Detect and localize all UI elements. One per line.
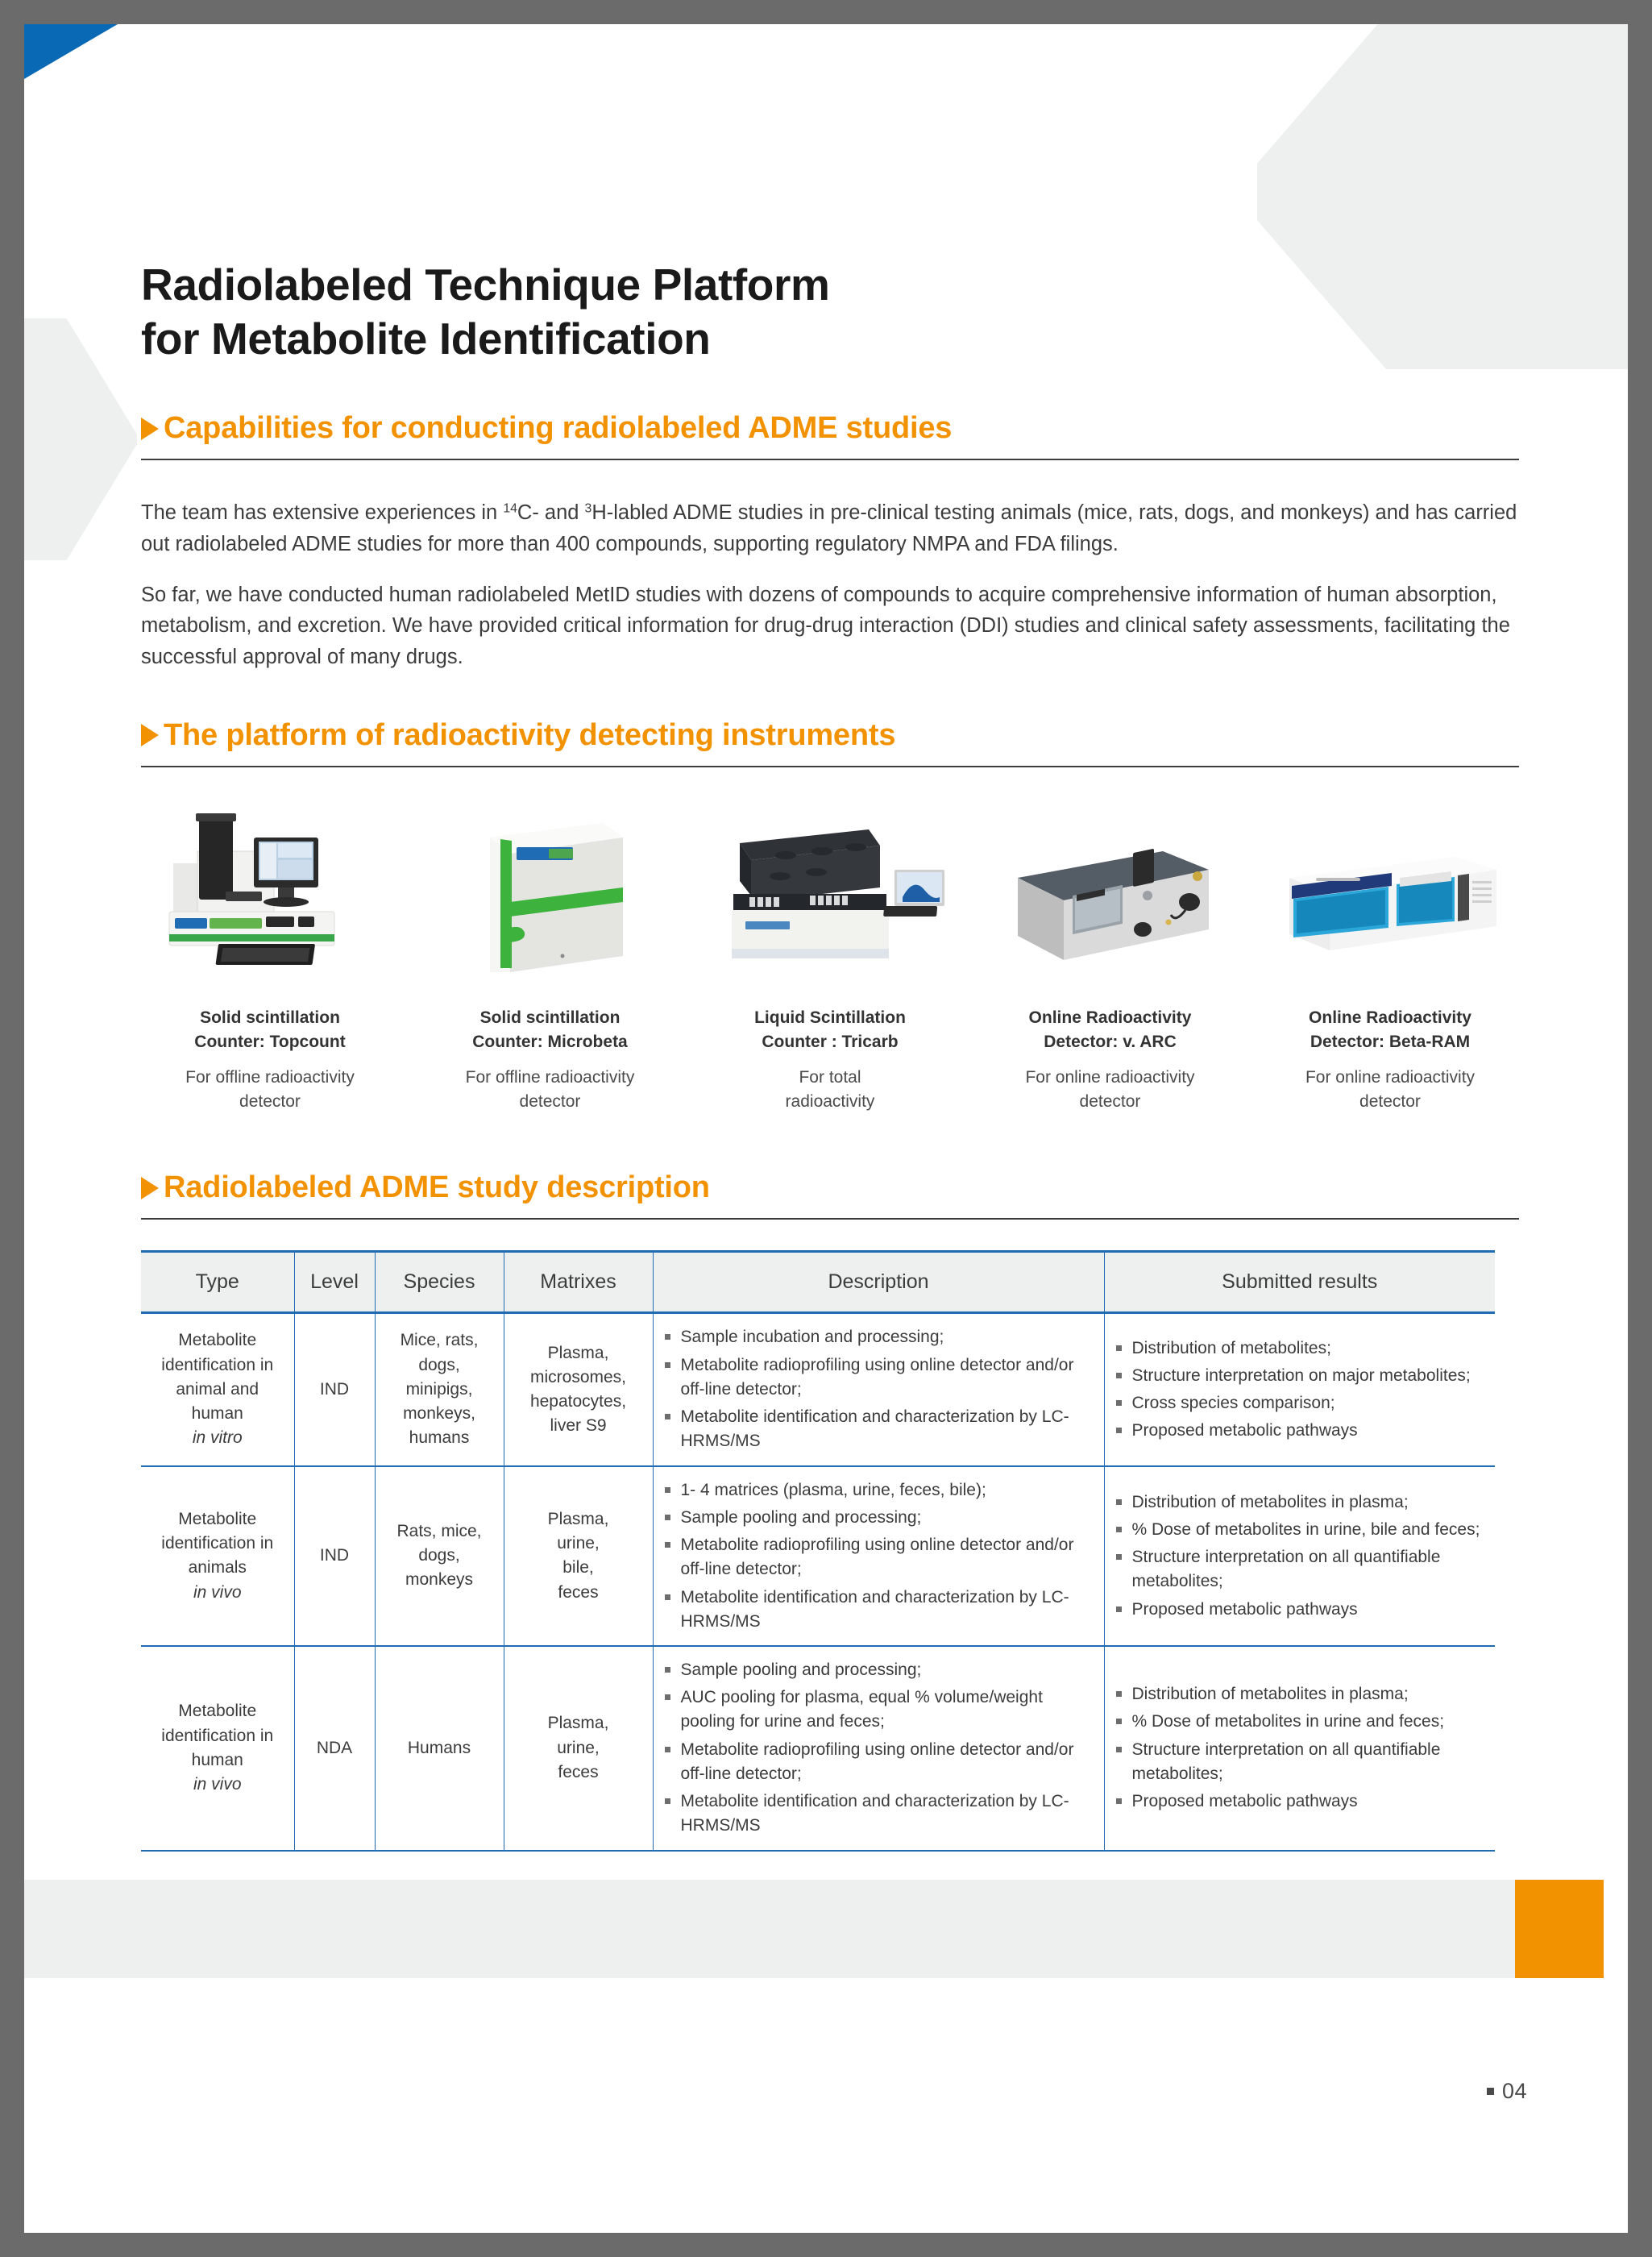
beta-ram-online-radioactivity-detector-image	[1261, 803, 1519, 988]
instrument-use-topcount	[141, 1066, 399, 1115]
para1-mid: C- and	[517, 501, 585, 525]
instrument-use-line-1: For offline radioactivity	[185, 1067, 355, 1087]
cell-type	[141, 1466, 294, 1646]
instrument-name-line-1: Solid scintillation	[200, 1008, 340, 1027]
cell-species	[375, 1646, 504, 1851]
instrument-use-line-2: detector	[239, 1092, 301, 1111]
table-header-submitted-results: Submitted results	[1104, 1252, 1495, 1313]
capabilities-paragraph-2: So far, we have conducted human radiolabeled MetID studies with dozens of compounds to acquire comprehensive information of human absorption, metabolism, and excretion. We have provided critical information for drug-drug interaction (DDI) studies and clinical safety assessments, facilitating the successful approval of many drugs.	[141, 583, 1510, 669]
instrument-card-topcount	[141, 803, 399, 1115]
section-heading-capabilities	[141, 411, 1519, 446]
instrument-use-line-2: radioactivity	[785, 1092, 875, 1111]
instrument-name-line-2: Detector: Beta-RAM	[1310, 1032, 1471, 1051]
instrument-use-microbeta	[421, 1066, 679, 1115]
type-line: Metabolite	[178, 1509, 257, 1528]
cell-description	[653, 1646, 1104, 1851]
cell-description	[653, 1466, 1104, 1646]
instrument-card-tricarb	[701, 803, 959, 1115]
tricarb-liquid-scintillation-counter-image	[701, 803, 959, 988]
instrument-name-line-1: Liquid Scintillation	[754, 1008, 906, 1027]
para1-superscript-14: 14	[503, 501, 517, 516]
table-header-level: Level	[294, 1252, 375, 1313]
instrument-name-line-1: Online Radioactivity	[1028, 1008, 1192, 1027]
species-line: monkeys	[405, 1570, 474, 1590]
adme-study-table-wrapper	[141, 1250, 1495, 1851]
topcount-scintillation-counter-image	[141, 803, 399, 988]
triangle-marker-icon	[141, 724, 159, 746]
list-item: Sample pooling and processing;	[663, 1658, 1094, 1682]
list-item: Sample incubation and processing;	[663, 1325, 1094, 1349]
cell-level: NDA	[294, 1646, 375, 1851]
list-item: Distribution of metabolites;	[1114, 1336, 1486, 1361]
results-bullet-list	[1114, 1336, 1486, 1444]
list-item: Metabolite identification and characterization by LC-HRMS/MS	[663, 1789, 1094, 1838]
matrix-line: Plasma,	[547, 1343, 609, 1362]
page-title-line-2: for Metabolite Identification	[141, 314, 711, 364]
species-line: Humans	[407, 1738, 471, 1757]
section-rule-capabilities	[141, 459, 1519, 460]
instrument-card-betaram	[1261, 803, 1519, 1115]
list-item: Metabolite radioprofiling using online detector and/or off-line detector;	[663, 1738, 1094, 1786]
list-item: Metabolite identification and characterization by LC-HRMS/MS	[663, 1586, 1094, 1634]
cell-level: IND	[294, 1466, 375, 1646]
varc-online-radioactivity-detector-image	[982, 803, 1239, 988]
instrument-name-line-2: Counter: Microbeta	[472, 1032, 628, 1051]
type-italic: in vitro	[192, 1428, 243, 1448]
table-row	[141, 1466, 1495, 1646]
footer-orange-block	[1515, 1880, 1604, 1978]
instrument-name-varc	[982, 1006, 1239, 1054]
results-bullet-list	[1114, 1682, 1486, 1814]
instrument-card-varc	[982, 803, 1239, 1115]
section-heading-study	[141, 1170, 1519, 1205]
matrix-line: microsomes,	[529, 1367, 627, 1386]
page-content	[141, 24, 1519, 1852]
list-item: % Dose of metabolites in urine, bile and feces;	[1114, 1518, 1486, 1542]
description-bullet-list	[663, 1658, 1094, 1839]
species-line: humans	[409, 1428, 470, 1448]
instrument-use-line-2: detector	[1359, 1092, 1421, 1111]
instrument-use-line-1: For online radioactivity	[1305, 1067, 1476, 1087]
cell-matrixes	[504, 1313, 653, 1466]
list-item: Proposed metabolic pathways	[1114, 1419, 1486, 1443]
table-header-species: Species	[375, 1252, 504, 1313]
instrument-use-line-1: For offline radioactivity	[465, 1067, 635, 1087]
matrix-line: Plasma,	[547, 1509, 609, 1528]
type-line: animals	[188, 1558, 247, 1577]
page-number-value: 04	[1501, 2079, 1527, 2103]
cell-submitted-results	[1104, 1313, 1495, 1466]
instrument-name-tricarb	[701, 1006, 959, 1054]
capabilities-body	[141, 497, 1519, 673]
instrument-name-line-1: Solid scintillation	[479, 1008, 621, 1027]
type-line: Metabolite	[178, 1702, 257, 1721]
blue-corner-triangle-decoration	[24, 24, 118, 79]
species-line: Mice, rats,	[400, 1331, 479, 1350]
matrix-line: Plasma,	[547, 1714, 609, 1733]
species-line: monkeys,	[403, 1404, 475, 1424]
table-row	[141, 1646, 1495, 1851]
table-header-row	[141, 1252, 1495, 1313]
section-rule-platform	[141, 766, 1519, 767]
instrument-use-varc	[982, 1066, 1239, 1115]
cell-level: IND	[294, 1313, 375, 1466]
table-header-description: Description	[653, 1252, 1104, 1313]
instrument-name-line-2: Counter : Tricarb	[762, 1032, 899, 1051]
species-line: dogs,	[418, 1546, 460, 1565]
matrix-line: hepatocytes,	[529, 1392, 627, 1411]
matrix-line: liver S9	[550, 1416, 607, 1436]
type-line: identification in	[161, 1534, 274, 1553]
list-item: 1- 4 matrices (plasma, urine, feces, bile);	[663, 1478, 1094, 1503]
page-title	[141, 258, 1519, 366]
page-title-line-1: Radiolabeled Technique Platform	[141, 260, 830, 310]
section-heading-study-label: Radiolabeled ADME study description	[164, 1170, 710, 1205]
page-number-bullet-icon	[1487, 2088, 1494, 2095]
list-item: Proposed metabolic pathways	[1114, 1598, 1486, 1622]
list-item: Structure interpretation on all quantifiable metabolites;	[1114, 1545, 1486, 1594]
matrix-line: feces	[558, 1582, 599, 1602]
type-line: identification in	[161, 1726, 274, 1745]
species-line: dogs,	[418, 1355, 460, 1374]
instrument-use-line-2: detector	[1079, 1092, 1141, 1111]
cell-matrixes	[504, 1466, 653, 1646]
capabilities-paragraph-1	[141, 497, 1519, 560]
section-heading-capabilities-label: Capabilities for conducting radiolabeled ADME studies	[164, 411, 953, 446]
instrument-use-line-2: detector	[519, 1092, 581, 1111]
instrument-name-betaram	[1261, 1006, 1519, 1054]
section-heading-platform	[141, 718, 1519, 753]
type-italic: in vivo	[193, 1582, 242, 1602]
list-item: % Dose of metabolites in urine and feces;	[1114, 1710, 1486, 1734]
description-bullet-list	[663, 1325, 1094, 1453]
list-item: Metabolite identification and characterization by LC-HRMS/MS	[663, 1405, 1094, 1453]
instrument-name-line-2: Detector: v. ARC	[1044, 1032, 1177, 1051]
list-item: Structure interpretation on all quantifiable metabolites;	[1114, 1738, 1486, 1786]
para1-superscript-3: 3	[584, 501, 592, 516]
para1-pre: The team has extensive experiences in	[141, 501, 504, 525]
cell-type	[141, 1646, 294, 1851]
table-header-type: Type	[141, 1252, 294, 1313]
triangle-marker-icon	[141, 418, 159, 440]
type-line: Metabolite	[178, 1331, 257, 1350]
instrument-name-microbeta	[421, 1006, 679, 1054]
type-line: identification in	[161, 1355, 274, 1374]
microbeta-illustration-icon	[430, 807, 671, 988]
section-heading-platform-label: The platform of radioactivity detecting instruments	[164, 717, 896, 752]
list-item: Distribution of metabolites in plasma;	[1114, 1682, 1486, 1706]
list-item: Metabolite radioprofiling using online detector and/or off-line detector;	[663, 1533, 1094, 1582]
species-line: minipigs,	[405, 1379, 473, 1399]
adme-study-table	[141, 1250, 1495, 1851]
tricarb-illustration-icon	[709, 807, 951, 988]
instrument-name-line-2: Counter: Topcount	[194, 1032, 346, 1051]
cell-submitted-results	[1104, 1466, 1495, 1646]
matrix-line: urine,	[557, 1738, 600, 1757]
cell-species	[375, 1313, 504, 1466]
para1-post: H-labled ADME studies in pre-clinical testing animals (mice, rats, dogs, and monkeys) and has carried out radiolabeled ADME studies for more than 400 compounds, supporting regulatory NMPA and FDA filings.	[141, 501, 1517, 555]
type-line: human	[191, 1404, 243, 1424]
cell-matrixes	[504, 1646, 653, 1851]
instrument-card-microbeta	[421, 803, 679, 1115]
instrument-use-tricarb	[701, 1066, 959, 1115]
document-page	[24, 24, 1628, 2233]
table-row	[141, 1313, 1495, 1466]
list-item: Metabolite radioprofiling using online detector and/or off-line detector;	[663, 1353, 1094, 1402]
varc-illustration-icon	[990, 807, 1231, 988]
cell-submitted-results	[1104, 1646, 1495, 1851]
table-header-matrixes: Matrixes	[504, 1252, 653, 1313]
topcount-illustration-icon	[149, 807, 391, 988]
matrix-line: urine,	[557, 1534, 600, 1553]
list-item: Sample pooling and processing;	[663, 1506, 1094, 1530]
matrix-line: bile,	[562, 1558, 594, 1577]
list-item: Proposed metabolic pathways	[1114, 1789, 1486, 1814]
footer-gray-band	[24, 1880, 1515, 1978]
cell-species	[375, 1466, 504, 1646]
matrix-line: feces	[558, 1762, 599, 1781]
list-item: AUC pooling for plasma, equal % volume/weight pooling for urine and feces;	[663, 1685, 1094, 1734]
description-bullet-list	[663, 1478, 1094, 1634]
instrument-use-line-1: For online radioactivity	[1025, 1067, 1195, 1087]
instrument-use-betaram	[1261, 1066, 1519, 1115]
left-chevron-decoration	[24, 318, 137, 560]
species-line: Rats, mice,	[396, 1521, 482, 1540]
page-number	[1487, 2079, 1527, 2104]
cell-type	[141, 1313, 294, 1466]
betaram-illustration-icon	[1269, 807, 1511, 988]
section-rule-study	[141, 1218, 1519, 1220]
instrument-gallery	[141, 803, 1519, 1115]
results-bullet-list	[1114, 1490, 1486, 1622]
list-item: Cross species comparison;	[1114, 1391, 1486, 1415]
microbeta-scintillation-counter-image	[421, 803, 679, 988]
triangle-marker-icon	[141, 1177, 159, 1199]
type-line: animal and	[176, 1379, 259, 1399]
instrument-use-line-1: For total	[799, 1067, 861, 1087]
list-item: Structure interpretation on major metabolites;	[1114, 1364, 1486, 1388]
list-item: Distribution of metabolites in plasma;	[1114, 1490, 1486, 1515]
type-line: human	[191, 1750, 243, 1769]
instrument-name-topcount	[141, 1006, 399, 1054]
type-italic: in vivo	[193, 1775, 242, 1794]
cell-description	[653, 1313, 1104, 1466]
instrument-name-line-1: Online Radioactivity	[1309, 1008, 1471, 1027]
